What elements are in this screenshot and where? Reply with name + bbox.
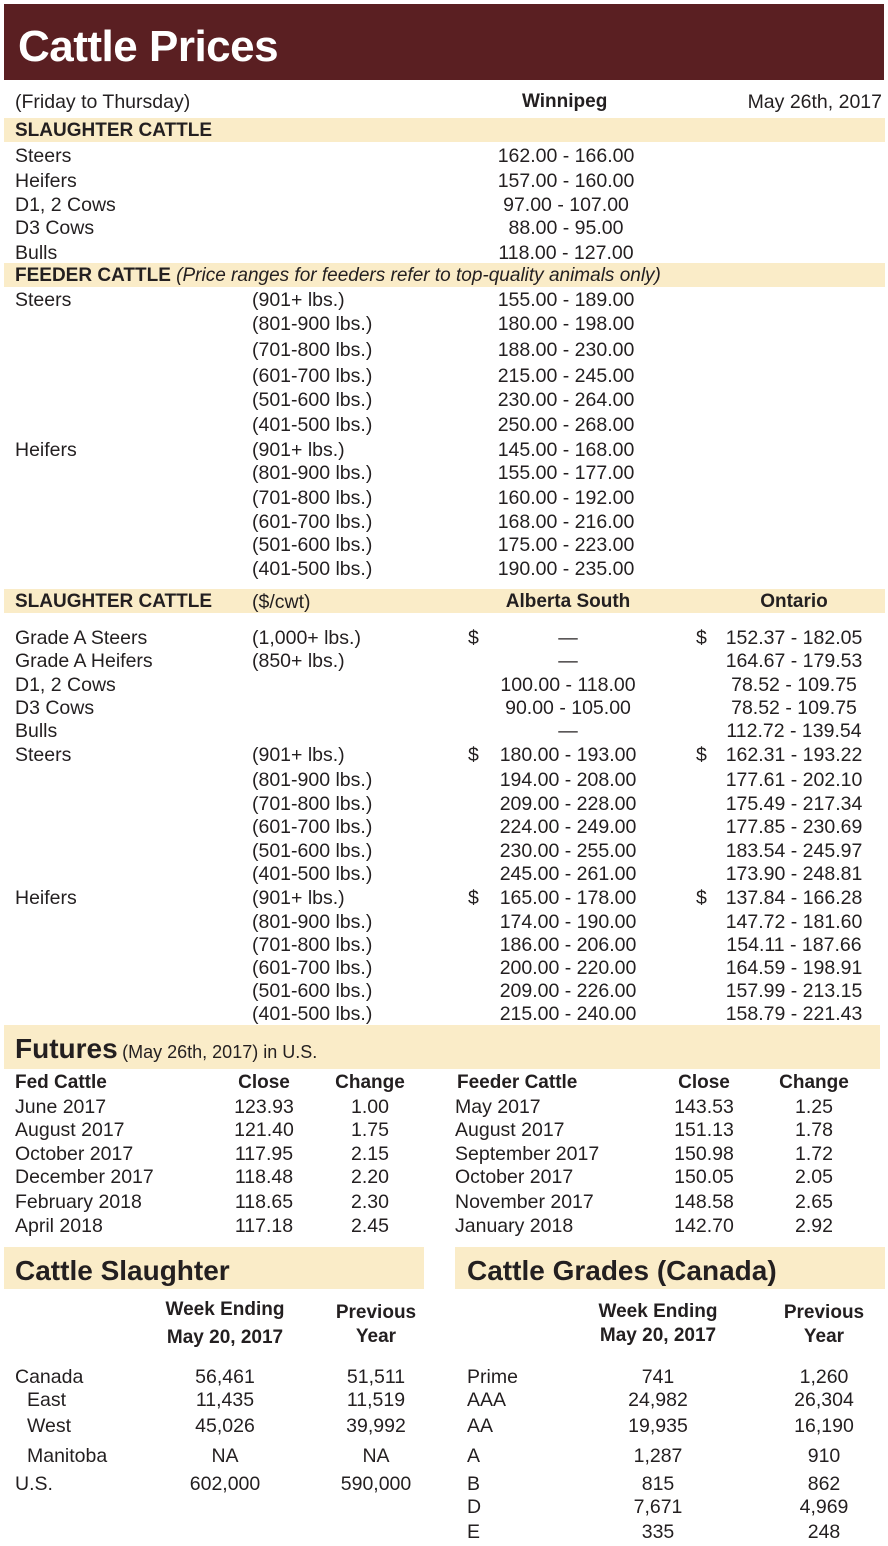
page-title: Cattle Prices xyxy=(18,22,279,71)
feeder-close: 150.05 xyxy=(674,1166,734,1188)
fed-month: February 2018 xyxy=(15,1191,142,1213)
stat-week: 11,435 xyxy=(195,1389,255,1411)
weight-class: (401-500 lbs.) xyxy=(252,558,373,580)
weight-class: (801-900 lbs.) xyxy=(252,769,373,791)
weight-class: (601-700 lbs.) xyxy=(252,511,373,533)
price-range: 175.00 - 223.00 xyxy=(497,534,635,556)
fed-change: 1.75 xyxy=(351,1119,389,1141)
grade-previous: 1,260 xyxy=(799,1366,849,1388)
weight-class: (401-500 lbs.) xyxy=(252,863,373,885)
price-range: 157.00 - 160.00 xyxy=(497,170,635,192)
weight-class: (901+ lbs.) xyxy=(252,887,345,909)
price-range: 145.00 - 168.00 xyxy=(497,439,635,461)
stat-label: Canada xyxy=(15,1366,84,1388)
location-label: Winnipeg xyxy=(522,91,608,112)
alberta-price: 194.00 - 208.00 xyxy=(499,769,637,791)
alberta-price: 100.00 - 118.00 xyxy=(500,674,636,696)
feeder-close: 148.58 xyxy=(674,1191,734,1213)
grade-week: 1,287 xyxy=(633,1445,683,1467)
fed-change: 2.15 xyxy=(351,1143,389,1165)
feeder-change: 2.92 xyxy=(795,1215,833,1237)
row-label: Heifers xyxy=(15,887,77,909)
stat-previous: 11,519 xyxy=(346,1389,406,1411)
stat-label: East xyxy=(27,1389,67,1411)
row-label: Heifers xyxy=(15,170,77,192)
feeder-change-label: Change xyxy=(779,1072,849,1093)
ontario-price: 175.49 - 217.34 xyxy=(725,793,863,815)
compare-heading: SLAUGHTER CATTLE xyxy=(15,591,213,612)
row-label: Grade A Heifers xyxy=(15,650,153,672)
alberta-price: 245.00 - 261.00 xyxy=(499,863,637,885)
price-range: 155.00 - 177.00 xyxy=(497,462,635,484)
row-label: Bulls xyxy=(15,720,58,742)
feeder-month: May 2017 xyxy=(455,1096,541,1118)
ontario-price: 164.59 - 198.91 xyxy=(725,957,863,979)
grade-label: AA xyxy=(467,1415,494,1437)
ss-col2b: Year xyxy=(355,1326,397,1347)
stat-previous: 39,992 xyxy=(346,1415,406,1437)
ontario-price: 177.61 - 202.10 xyxy=(725,769,863,791)
alberta-price: — xyxy=(558,650,578,672)
fed-month: August 2017 xyxy=(15,1119,125,1141)
futures-heading: Futures xyxy=(15,1033,118,1064)
stat-week: NA xyxy=(211,1445,239,1467)
title-bar xyxy=(4,4,884,80)
ontario-price: 78.52 - 109.75 xyxy=(731,697,857,719)
futures-heading-line xyxy=(15,1033,317,1065)
fed-month: December 2017 xyxy=(15,1166,154,1188)
feeder-change: 2.05 xyxy=(795,1166,833,1188)
stat-label: Manitoba xyxy=(27,1445,108,1467)
stat-label: U.S. xyxy=(15,1473,53,1495)
price-range: 160.00 - 192.00 xyxy=(497,487,635,509)
feeder-close: 150.98 xyxy=(674,1143,734,1165)
alberta-price: 200.00 - 220.00 xyxy=(499,957,637,979)
ontario-price: 177.85 - 230.69 xyxy=(725,816,863,838)
alberta-price: 215.00 - 240.00 xyxy=(499,1003,637,1025)
feeder-close-label: Close xyxy=(678,1072,730,1093)
grade-previous: 862 xyxy=(807,1473,841,1495)
grade-week: 7,671 xyxy=(633,1496,683,1518)
weight-class: (401-500 lbs.) xyxy=(252,1003,373,1025)
alberta-price: 224.00 - 249.00 xyxy=(499,816,637,838)
ontario-price: 173.90 - 248.81 xyxy=(725,863,863,885)
alberta-price: 230.00 - 255.00 xyxy=(499,840,637,862)
gr-col2b: Year xyxy=(803,1326,845,1347)
fed-close: 117.18 xyxy=(234,1215,294,1237)
row-label: Bulls xyxy=(15,242,58,264)
stat-label: West xyxy=(27,1415,72,1437)
feeder-change: 1.72 xyxy=(795,1143,833,1165)
row-label: Grade A Steers xyxy=(15,627,148,649)
alberta-price: — xyxy=(558,720,578,742)
col-alberta: Alberta South xyxy=(505,591,631,612)
period-label: (Friday to Thursday) xyxy=(15,91,191,113)
dollar-sign: $ xyxy=(468,627,479,649)
feeder-month: November 2017 xyxy=(455,1191,594,1213)
weight-class: (501-600 lbs.) xyxy=(252,840,373,862)
stat-previous: NA xyxy=(362,1445,390,1467)
gr-col1a: Week Ending xyxy=(598,1301,718,1322)
alberta-price: 174.00 - 190.00 xyxy=(499,911,637,933)
ontario-price: 154.11 - 187.66 xyxy=(726,934,862,956)
weight-class: (601-700 lbs.) xyxy=(252,816,373,838)
weight-class: (701-800 lbs.) xyxy=(252,339,373,361)
ss-col1b: May 20, 2017 xyxy=(166,1327,284,1348)
grade-label: Prime xyxy=(467,1366,518,1388)
grades-heading: Cattle Grades (Canada) xyxy=(467,1255,777,1286)
weight-class: (901+ lbs.) xyxy=(252,744,345,766)
alberta-price: 186.00 - 206.00 xyxy=(499,934,637,956)
alberta-price: — xyxy=(558,627,578,649)
row-label: D1, 2 Cows xyxy=(15,674,116,696)
fed-close: 117.95 xyxy=(234,1143,294,1165)
gr-col2a: Previous xyxy=(783,1302,865,1323)
feeder-label: Feeder Cattle xyxy=(457,1072,578,1093)
dollar-sign: $ xyxy=(696,887,707,909)
fed-change: 1.00 xyxy=(351,1096,389,1118)
weight-class: (801-900 lbs.) xyxy=(252,462,373,484)
feeder-close: 143.53 xyxy=(674,1096,734,1118)
alberta-price: 209.00 - 226.00 xyxy=(499,980,637,1002)
weight-class: (901+ lbs.) xyxy=(252,289,345,311)
stat-week: 56,461 xyxy=(195,1366,255,1388)
fed-close: 118.65 xyxy=(234,1191,294,1213)
grade-previous: 4,969 xyxy=(799,1496,849,1518)
grade-week: 815 xyxy=(641,1473,675,1495)
price-range: 88.00 - 95.00 xyxy=(508,217,624,239)
price-range: 230.00 - 264.00 xyxy=(497,389,635,411)
alberta-price: 165.00 - 178.00 xyxy=(499,887,637,909)
price-range: 97.00 - 107.00 xyxy=(503,194,629,216)
fed-close: 121.40 xyxy=(234,1119,294,1141)
weight-class: (501-600 lbs.) xyxy=(252,980,373,1002)
fed-close: 123.93 xyxy=(234,1096,294,1118)
dollar-sign: $ xyxy=(696,627,707,649)
ss-col1a: Week Ending xyxy=(165,1299,285,1320)
grade-previous: 248 xyxy=(807,1521,841,1543)
price-range: 250.00 - 268.00 xyxy=(497,414,635,436)
stat-previous: 51,511 xyxy=(346,1366,406,1388)
fed-change-label: Change xyxy=(335,1072,405,1093)
dollar-sign: $ xyxy=(468,887,479,909)
ontario-price: 78.52 - 109.75 xyxy=(731,674,857,696)
weight-class: (501-600 lbs.) xyxy=(252,534,373,556)
alberta-price: 209.00 - 228.00 xyxy=(499,793,637,815)
ontario-price: 162.31 - 193.22 xyxy=(725,744,863,766)
fed-change: 2.20 xyxy=(351,1166,389,1188)
feeder-change: 1.25 xyxy=(795,1096,833,1118)
row-label: Steers xyxy=(15,289,72,311)
ontario-price: 157.99 - 213.15 xyxy=(725,980,863,1002)
grade-label: D xyxy=(467,1496,482,1518)
weight-class: (850+ lbs.) xyxy=(252,650,345,672)
price-range: 188.00 - 230.00 xyxy=(497,339,635,361)
weight-class: (901+ lbs.) xyxy=(252,439,345,461)
stat-previous: 590,000 xyxy=(340,1473,412,1495)
alberta-price: 180.00 - 193.00 xyxy=(499,744,637,766)
feeder-change: 1.78 xyxy=(795,1119,833,1141)
compare-unit: ($/cwt) xyxy=(252,591,311,613)
price-range: 155.00 - 189.00 xyxy=(497,289,635,311)
stat-week: 45,026 xyxy=(195,1415,255,1437)
ontario-price: 164.67 - 179.53 xyxy=(725,650,863,672)
dollar-sign: $ xyxy=(468,744,479,766)
date-label: May 26th, 2017 xyxy=(747,91,882,113)
grade-label: B xyxy=(467,1473,481,1495)
feeder-heading: FEEDER CATTLE xyxy=(15,265,171,286)
weight-class: (401-500 lbs.) xyxy=(252,414,373,436)
ontario-price: 183.54 - 245.97 xyxy=(725,840,863,862)
fed-close-label: Close xyxy=(238,1072,290,1093)
fed-close: 118.48 xyxy=(234,1166,294,1188)
weight-class: (1,000+ lbs.) xyxy=(252,627,361,649)
fed-change: 2.30 xyxy=(351,1191,389,1213)
grade-week: 19,935 xyxy=(628,1415,688,1437)
feeder-note: (Price ranges for feeders refer to top-quality animals only) xyxy=(176,265,661,286)
col-ontario: Ontario xyxy=(760,591,828,612)
price-range: 168.00 - 216.00 xyxy=(497,511,635,533)
futures-subheading: (May 26th, 2017) in U.S. xyxy=(122,1042,318,1062)
grade-week: 335 xyxy=(641,1521,675,1543)
weight-class: (701-800 lbs.) xyxy=(252,487,373,509)
weight-class: (701-800 lbs.) xyxy=(252,793,373,815)
feeder-month: September 2017 xyxy=(455,1143,600,1165)
price-range: 180.00 - 198.00 xyxy=(497,313,635,335)
fed-month: October 2017 xyxy=(15,1143,134,1165)
slaughter-stats-heading: Cattle Slaughter xyxy=(15,1255,230,1286)
weight-class: (501-600 lbs.) xyxy=(252,389,373,411)
fed-month: April 2018 xyxy=(15,1215,103,1237)
slaughter-heading: SLAUGHTER CATTLE xyxy=(15,120,213,141)
grade-week: 741 xyxy=(641,1366,675,1388)
feeder-month: August 2017 xyxy=(455,1119,565,1141)
weight-class: (701-800 lbs.) xyxy=(252,934,373,956)
fed-label: Fed Cattle xyxy=(15,1072,107,1093)
dollar-sign: $ xyxy=(696,744,707,766)
weight-class: (601-700 lbs.) xyxy=(252,365,373,387)
stat-week: 602,000 xyxy=(189,1473,261,1495)
row-label: D3 Cows xyxy=(15,697,95,719)
alberta-price: 90.00 - 105.00 xyxy=(505,697,631,719)
grade-week: 24,982 xyxy=(628,1389,688,1411)
ss-col2a: Previous xyxy=(335,1302,417,1323)
fed-month: June 2017 xyxy=(15,1096,107,1118)
row-label: D1, 2 Cows xyxy=(15,194,116,216)
row-label: D3 Cows xyxy=(15,217,95,239)
feeder-close: 142.70 xyxy=(674,1215,734,1237)
grade-label: A xyxy=(467,1445,481,1467)
gr-col1b: May 20, 2017 xyxy=(599,1325,717,1346)
feeder-month: October 2017 xyxy=(455,1166,574,1188)
ontario-price: 112.72 - 139.54 xyxy=(726,720,862,742)
grade-label: E xyxy=(467,1521,481,1543)
grade-previous: 16,190 xyxy=(794,1415,854,1437)
feeder-close: 151.13 xyxy=(674,1119,734,1141)
grade-previous: 26,304 xyxy=(794,1389,854,1411)
row-label: Steers xyxy=(15,145,72,167)
feeder-change: 2.65 xyxy=(795,1191,833,1213)
price-range: 190.00 - 235.00 xyxy=(497,558,635,580)
price-range: 162.00 - 166.00 xyxy=(497,145,635,167)
feeder-heading-line xyxy=(15,265,661,287)
weight-class: (601-700 lbs.) xyxy=(252,957,373,979)
grade-label: AAA xyxy=(467,1389,507,1411)
row-label: Heifers xyxy=(15,439,77,461)
ontario-price: 137.84 - 166.28 xyxy=(725,887,863,909)
feeder-month: January 2018 xyxy=(455,1215,574,1237)
weight-class: (801-900 lbs.) xyxy=(252,911,373,933)
fed-change: 2.45 xyxy=(351,1215,389,1237)
ontario-price: 158.79 - 221.43 xyxy=(725,1003,863,1025)
price-range: 118.00 - 127.00 xyxy=(498,242,634,264)
ontario-price: 147.72 - 181.60 xyxy=(725,911,863,933)
weight-class: (801-900 lbs.) xyxy=(252,313,373,335)
price-range: 215.00 - 245.00 xyxy=(497,365,635,387)
row-label: Steers xyxy=(15,744,72,766)
grade-previous: 910 xyxy=(807,1445,841,1467)
ontario-price: 152.37 - 182.05 xyxy=(725,627,863,649)
